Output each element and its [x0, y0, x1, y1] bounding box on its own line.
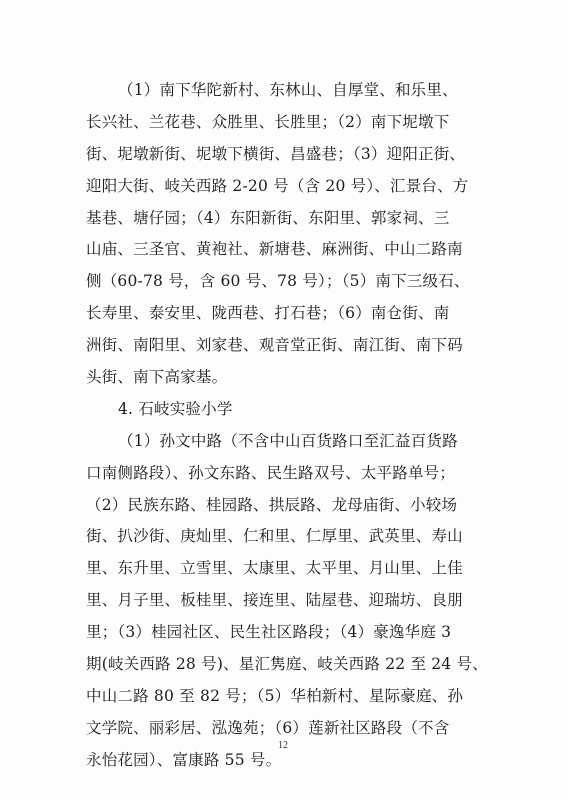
- section-heading: 4. 石岐实验小学: [118, 399, 233, 418]
- paragraph-line: 街、坭墩新街、坭墩下横街、昌盛巷；（3）迎阳正街、: [86, 144, 466, 163]
- paragraph-line: 文学院、丽彩居、泓逸苑；（6）莲新社区路段（不含: [86, 718, 450, 737]
- paragraph-line: 中山二路 80 至 82 号；（5）华柏新村、星际豪庭、孙: [86, 686, 464, 705]
- paragraph-line: （1）孙文中路（不含中山百货路口至汇益百货路: [118, 431, 458, 450]
- paragraph-line: 街、扒沙街、庚灿里、仁和里、仁厚里、武英里、寿山: [86, 527, 463, 546]
- paragraph-line: （1）南下华陀新村、东林山、自厚堂、和乐里、: [118, 81, 458, 99]
- paragraph-line: 里；（3）桂园社区、民生社区路段；（4）豪逸华庭 3: [86, 623, 452, 642]
- paragraph-line: 头街、南下高家基。: [86, 368, 228, 387]
- paragraph-line: 里、月子里、板桂里、接连里、陆屋巷、迎瑞坊、良朋: [86, 591, 463, 610]
- paragraph-line: 侧（60-78 号，含 60 号、78 号）；（5）南下三级石、: [86, 272, 470, 291]
- page-number: 12: [278, 740, 288, 751]
- paragraph-line: 洲街、南阳里、刘家巷、观音堂正街、南江街、南下码: [86, 336, 463, 355]
- paragraph-line: 长寿里、泰安里、陇西巷、打石巷；（6）南仓街、南: [86, 304, 450, 323]
- paragraph-line: 里、东升里、立雪里、太康里、太平里、月山里、上佳: [86, 559, 463, 578]
- paragraph-line: 基巷、塘仔园；（4）东阳新街、东阳里、郭家祠、三: [86, 208, 450, 227]
- paragraph-line: 山庙、三圣官、黄袍社、新塘巷、麻洲街、中山二路南: [86, 240, 463, 259]
- paragraph-line: 永怡花园）、富康路 55 号。: [86, 750, 282, 769]
- paragraph-line: （2）民族东路、桂园路、拱辰路、龙母庙街、小较场: [86, 495, 458, 514]
- document-body: [86, 75, 488, 777]
- paragraph-line: 迎阳大街、岐关西路 2-20 号（含 20 号）、汇景台、方: [86, 176, 469, 195]
- paragraph-line: 口南侧路段）、孙文东路、民生路双号、太平路单号；: [86, 463, 456, 482]
- paragraph-line: 长兴社、兰花巷、众胜里、长胜里；（2）南下坭墩下: [86, 112, 450, 131]
- paragraph-line: 期(岐关西路 28 号)、星汇隽庭、岐关西路 22 至 24 号、: [86, 655, 488, 674]
